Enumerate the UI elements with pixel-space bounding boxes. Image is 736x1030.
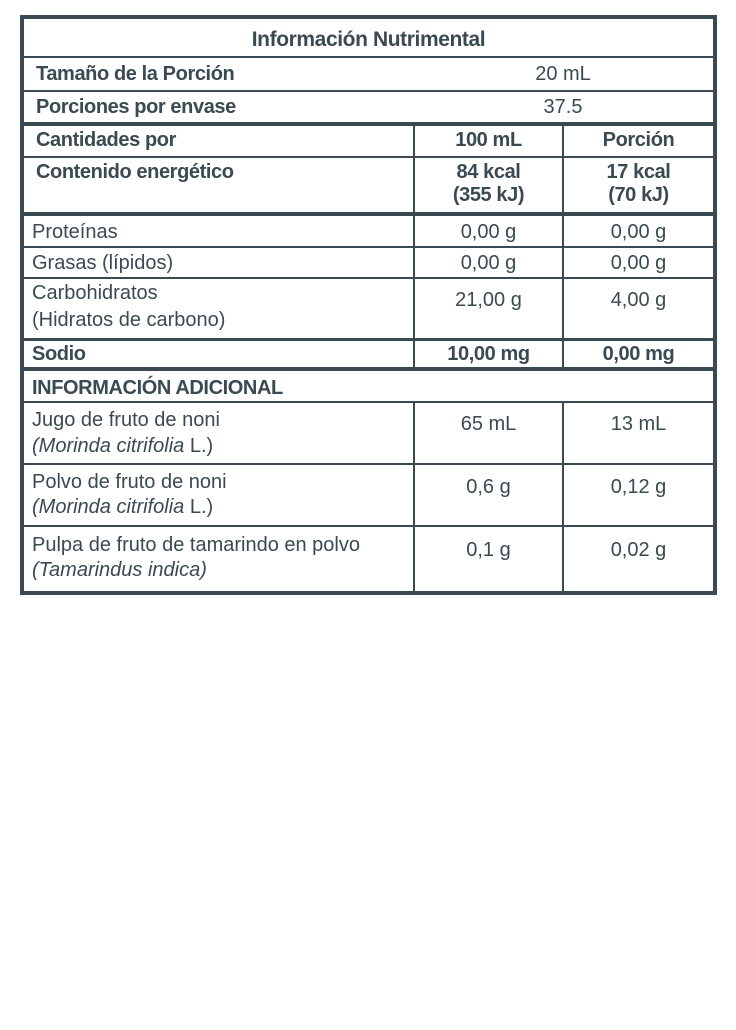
- column-header-portion: Porción: [602, 129, 675, 151]
- tamarind-scientific-name: (Tamarindus indica): [32, 559, 207, 581]
- tamarind-pulp-label: Pulpa de fruto de tamarindo en polvo: [32, 534, 360, 556]
- sodium-label: Sodio: [32, 343, 86, 365]
- energy-portion-kcal: 17 kcal: [606, 161, 671, 183]
- carbohydrates-100ml: 21,00 g: [455, 289, 522, 311]
- fat-portion: 0,00 g: [610, 252, 667, 274]
- rule: [24, 463, 713, 465]
- carbohydrates-sublabel: (Hidratos de carbono): [32, 309, 226, 331]
- sodium-portion: 0,00 mg: [602, 343, 675, 365]
- servings-per-container-label: Porciones por envase: [36, 96, 236, 118]
- tamarind-pulp-100ml: 0,1 g: [466, 539, 511, 561]
- tamarind-pulp-portion: 0,02 g: [610, 539, 667, 561]
- serving-size-value: 20 mL: [535, 63, 591, 85]
- energy-label: Contenido energético: [36, 161, 234, 183]
- rule: [24, 338, 713, 341]
- noni-juice-portion: 13 mL: [610, 413, 667, 435]
- carbohydrates-label: Carbohidratos: [32, 282, 158, 304]
- noni-powder-label: Polvo de fruto de noni: [32, 471, 227, 493]
- energy-100ml-kj: (355 kJ): [452, 184, 525, 206]
- rule: [24, 401, 713, 403]
- protein-label: Proteínas: [32, 221, 118, 243]
- noni-powder-scientific-name: (Morinda citrifolia L.): [32, 496, 214, 518]
- rule: [24, 246, 713, 248]
- protein-portion: 0,00 g: [610, 221, 667, 243]
- rule: [24, 367, 713, 371]
- rule: [24, 212, 713, 216]
- nutrition-facts-table: [20, 15, 717, 595]
- energy-100ml-kcal: 84 kcal: [456, 161, 521, 183]
- column-header-100ml: 100 mL: [455, 129, 522, 151]
- rule: [24, 525, 713, 527]
- rule: [24, 90, 713, 92]
- rule: [24, 156, 713, 158]
- noni-powder-100ml: 0,6 g: [466, 476, 511, 498]
- noni-juice-scientific-name: (Morinda citrifolia L.): [32, 435, 214, 457]
- noni-juice-label: Jugo de fruto de noni: [32, 409, 220, 431]
- serving-size-label: Tamaño de la Porción: [36, 63, 235, 85]
- servings-per-container-value: 37.5: [543, 96, 583, 118]
- protein-100ml: 0,00 g: [460, 221, 517, 243]
- carbohydrates-portion: 4,00 g: [610, 289, 667, 311]
- noni-powder-portion: 0,12 g: [610, 476, 667, 498]
- noni-juice-100ml: 65 mL: [460, 413, 517, 435]
- rule: [24, 56, 713, 58]
- rule: [24, 122, 713, 126]
- additional-info-title: INFORMACIÓN ADICIONAL: [32, 377, 283, 399]
- fat-label: Grasas (lípidos): [32, 252, 174, 274]
- fat-100ml: 0,00 g: [460, 252, 517, 274]
- rule: [24, 277, 713, 279]
- energy-portion-kj: (70 kJ): [608, 184, 669, 206]
- amounts-per-label: Cantidades por: [36, 129, 176, 151]
- table-title: Información Nutrimental: [251, 28, 486, 51]
- sodium-100ml: 10,00 mg: [447, 343, 530, 365]
